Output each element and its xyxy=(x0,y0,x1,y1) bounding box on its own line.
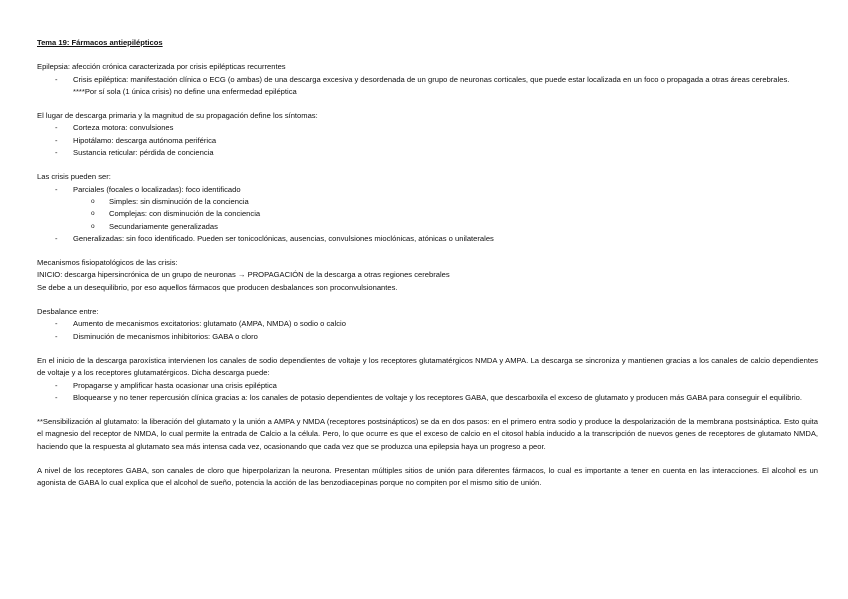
lugar-list xyxy=(37,122,818,159)
sensibilizacion-paragraph: **Sensibilización al glutamato: la liberación del glutamato y la unión a AMPA y NMDA (receptores postsinápticos) se da en dos pasos: en el primero entra sodio y produce la despolarización de la membrana postsináptica. Esto quita el magnesio del receptor de NMDA, lo cual permite la entrada de Calcio a la célula. Pero, lo que ocurre es que el exceso de calcio en el citosol había inducido a la transcripción de nuevos genes de receptores de glutamato NMDA, haciendo que la respuesta al glutamato sea más intensa cada vez, ocasionando que cada vez que se produzca una epilepsia haya un progreso a peor. xyxy=(37,417,818,451)
section-lugar xyxy=(37,110,818,159)
desbalance-intro: Desbalance entre: xyxy=(37,307,99,317)
epilepsia-definition: Epilepsia: afección crónica caracterizada por crisis epilépticas recurrentes xyxy=(37,62,286,72)
list-item: o Secundariamente generalizadas xyxy=(91,221,818,233)
list-item: - Bloquearse y no tener repercusión clínica gracias a: los canales de potasio dependientes de voltaje y los receptores GABA, que descarboxila el exceso de glutamato y producen más GABA para conseguir el equilibrio. xyxy=(55,392,818,404)
page-title: Tema 19: Fármacos antiepilépticos xyxy=(37,38,163,47)
list-item: - Crisis epiléptica: manifestación clínica o ECG (o ambas) de una descarga excesiva y desordenada de un grupo de neuronas corticales, que puede estar localizada en un foco o propagada a otras áreas cerebrales. xyxy=(55,74,818,86)
descarga-paragraph: En el inicio de la descarga paroxística intervienen los canales de sodio dependientes de voltaje y los receptores glutamatérgicos NMDA y AMPA. La descarga se sincroniza y mantienen gracias a los canales de calcio dependientes de voltaje y a los receptores glutamatérgicos. Dicha descarga puede: xyxy=(37,355,818,378)
epilepsia-note: ****Por sí sola (1 única crisis) no define una enfermedad epiléptica xyxy=(73,86,297,96)
list-item: o Complejas: con disminución de la conciencia xyxy=(91,208,818,220)
section-gaba xyxy=(37,465,818,490)
list-item: - Generalizadas: sin foco identificado. Pueden ser tonicoclónicas, ausencias, convulsiones mioclónicas, atónicas o unilaterales xyxy=(55,233,818,245)
list-item xyxy=(55,184,818,233)
list-item: - Disminución de mecanismos inhibitorios: GABA o cloro xyxy=(55,331,818,343)
section-epilepsia xyxy=(37,61,818,98)
list-item: o Simples: sin disminución de la conciencia xyxy=(91,196,818,208)
descarga-list xyxy=(37,380,818,405)
crisis-parciales: Parciales (focales o localizadas): foco identificado xyxy=(73,184,241,194)
section-crisis xyxy=(37,171,818,245)
section-mecanismos xyxy=(37,257,818,294)
mecanismos-desequilibrio: Se debe a un desequilibrio, por eso aquellos fármacos que producen desbalances son proconvulsionantes. xyxy=(37,282,398,292)
list-item: - Hipotálamo: descarga autónoma periférica xyxy=(55,135,818,147)
section-descarga xyxy=(37,355,818,404)
epilepsia-list xyxy=(37,74,818,86)
list-item: - Sustancia reticular: pérdida de conciencia xyxy=(55,147,818,159)
crisis-intro: Las crisis pueden ser: xyxy=(37,172,111,182)
gaba-paragraph: A nivel de los receptores GABA, son canales de cloro que hiperpolarizan la neurona. Presentan múltiples sitios de unión para diferentes fármacos, lo cual es importante a tener en cuenta en las interacciones. El alcohol es un agonista de GABA lo cual explica que el alcohol de sueño, potencia la acción de las benzodiacepinas porque no compiten por el mismo sitio de unión. xyxy=(37,466,818,488)
section-desbalance xyxy=(37,306,818,343)
list-item: - Propagarse y amplificar hasta ocasionar una crisis epiléptica xyxy=(55,380,818,392)
mecanismos-heading: Mecanismos fisiopatológicos de las crisis: xyxy=(37,258,178,268)
mecanismos-inicio: INICIO: descarga hipersincrónica de un grupo de neuronas → PROPAGACIÓN de la descarga a otras regiones cerebrales xyxy=(37,270,450,280)
crisis-subtypes-list xyxy=(73,196,818,233)
list-item: - Corteza motora: convulsiones xyxy=(55,122,818,134)
list-item: - Aumento de mecanismos excitatorios: glutamato (AMPA, NMDA) o sodio o calcio xyxy=(55,318,818,330)
crisis-list xyxy=(37,184,818,245)
section-sensibilizacion xyxy=(37,416,818,453)
desbalance-list xyxy=(37,318,818,343)
lugar-intro: El lugar de descarga primaria y la magnitud de su propagación define los síntomas: xyxy=(37,111,318,121)
